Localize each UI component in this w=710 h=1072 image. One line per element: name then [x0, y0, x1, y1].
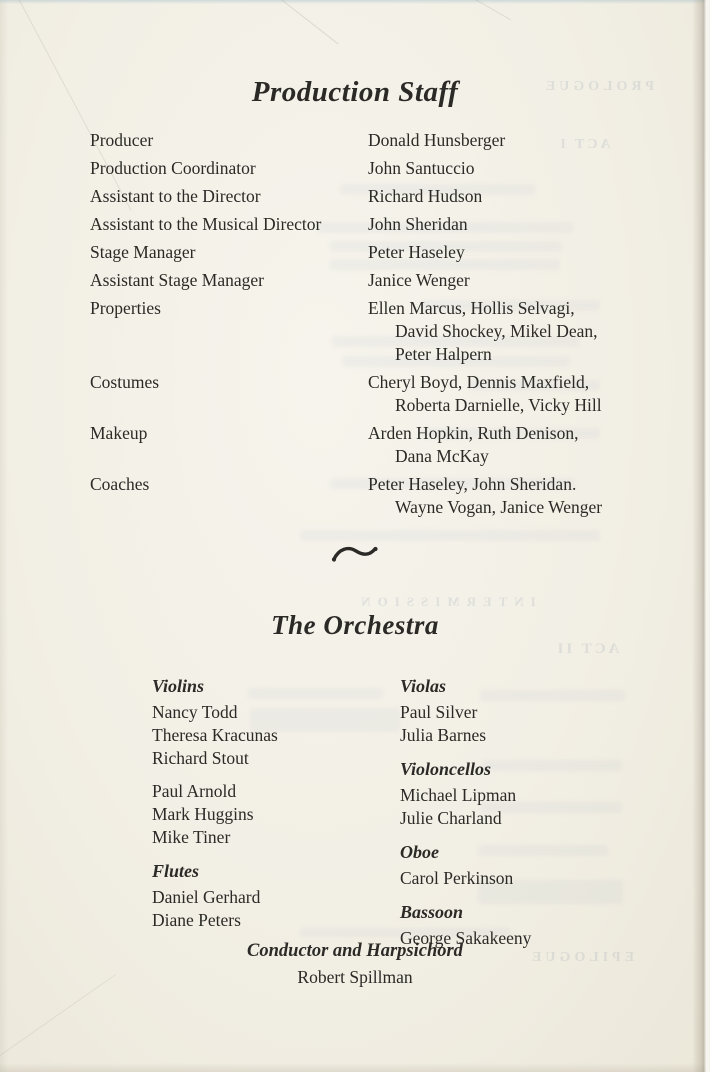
staff-role-label: Assistant Stage Manager [90, 270, 264, 290]
musician-name: Diane Peters [152, 910, 241, 930]
musician-name: Mark Huggins [152, 804, 254, 824]
musician-name: Nancy Todd [152, 702, 238, 722]
staff-row-assistant-musical-director [90, 213, 638, 236]
scan-page-edge [692, 0, 710, 1072]
staff-name-line: John Santuccio [368, 158, 475, 178]
conductor-name: Robert Spillman [297, 967, 413, 987]
orchestra-right-column [400, 674, 582, 960]
divider [0, 541, 710, 567]
section-heading: Flutes [152, 861, 200, 881]
staff-role-label: Producer [90, 130, 154, 150]
staff-names [368, 213, 638, 236]
staff-role-label: Makeup [90, 423, 148, 443]
staff-names [368, 297, 638, 366]
section-heading: Oboe [400, 842, 439, 862]
staff-name-line: Cheryl Boyd, Dennis Maxfield, [368, 372, 590, 392]
musician-name: Richard Stout [152, 748, 249, 768]
bleed-through-epilogue: EPILOGUE [528, 950, 634, 965]
staff-role-label: Stage Manager [90, 242, 196, 262]
musician-name: Paul Silver [400, 702, 478, 722]
staff-row-properties [90, 297, 638, 366]
musician-name: Theresa Kracunas [152, 725, 278, 745]
staff-role-label: Production Coordinator [90, 158, 256, 178]
staff-name-line: David Shockey, Mikel Dean, [395, 321, 598, 341]
staff-names [368, 185, 638, 208]
orchestra-group-violins [152, 674, 400, 770]
musician-name: Carol Perkinson [400, 868, 514, 888]
staff-role-label: Costumes [90, 372, 160, 392]
orchestra-title: The Orchestra [271, 610, 439, 640]
staff-name-line: Richard Hudson [368, 186, 483, 206]
staff-names [368, 422, 638, 468]
orchestra-group-violoncellos [400, 757, 582, 830]
orchestra-group-oboe [400, 840, 582, 890]
section-heading: Bassoon [400, 902, 464, 922]
staff-name-line: Peter Halpern [395, 344, 492, 364]
staff-name-line: Peter Haseley [368, 242, 465, 262]
paper-crease [471, 0, 511, 20]
staff-row-assistant-director [90, 185, 638, 208]
staff-name-line: Donald Hunsberger [368, 130, 506, 150]
staff-row-producer [90, 129, 638, 152]
musician-name: Julie Charland [400, 808, 502, 828]
bleed-smudge [300, 530, 600, 541]
orchestra-group-violas [400, 674, 582, 747]
musician-name: Julia Barnes [400, 725, 487, 745]
staff-names [368, 157, 638, 180]
conductor-role: Conductor and Harpsichord [247, 941, 463, 961]
staff-names [368, 241, 638, 264]
staff-name-line: Peter Haseley, John Sheridan. [368, 474, 577, 494]
musician-name: George Sakakeeny [400, 928, 532, 948]
staff-name-line: Wayne Vogan, Janice Wenger [395, 497, 603, 517]
musician-name: Paul Arnold [152, 781, 237, 801]
staff-names [368, 473, 638, 519]
staff-role-label: Coaches [90, 474, 150, 494]
staff-names [368, 269, 638, 292]
staff-row-stage-manager [90, 241, 638, 264]
staff-name-line: Ellen Marcus, Hollis Selvagi, [368, 298, 575, 318]
section-heading: Violas [400, 676, 447, 696]
staff-row-costumes [90, 371, 638, 417]
staff-role-label: Assistant to the Director [90, 186, 261, 206]
staff-row-production-coordinator [90, 157, 638, 180]
staff-name-line: Roberta Darnielle, Vicky Hill [395, 395, 602, 415]
staff-name-line: Arden Hopkin, Ruth Denison, [368, 423, 579, 443]
musician-name: Michael Lipman [400, 785, 517, 805]
paper-crease [267, 0, 339, 45]
conductor-credit [0, 941, 710, 988]
musician-name: Mike Tiner [152, 827, 231, 847]
orchestra-group-flutes [152, 859, 400, 932]
orchestra-group-violins-2 [152, 780, 400, 849]
staff-row-coaches [90, 473, 638, 519]
paper-crease [0, 974, 116, 1067]
bleed-through-intermission: INTERMISSION [354, 594, 536, 609]
production-staff-list [90, 129, 638, 524]
musician-name: Daniel Gerhard [152, 887, 261, 907]
staff-row-assistant-stage-manager [90, 269, 638, 292]
staff-name-line: Dana McKay [395, 446, 489, 466]
production-staff-title: Production Staff [251, 76, 459, 108]
orchestra-left-column [152, 674, 400, 960]
bleed-through-prologue: PROLOGUE [541, 79, 654, 94]
orchestra-columns [152, 674, 582, 960]
section-heading: Violins [152, 676, 205, 696]
staff-name-line: Janice Wenger [368, 270, 470, 290]
swash-divider-icon [329, 541, 381, 567]
staff-row-makeup [90, 422, 638, 468]
bleed-through-act-2: ACT II [554, 641, 620, 657]
section-heading: Violoncellos [400, 759, 492, 779]
bleed-through-act-1: ACT I [557, 137, 611, 152]
staff-role-label: Assistant to the Musical Director [90, 214, 322, 234]
staff-names [368, 371, 638, 417]
staff-role-label: Properties [90, 298, 161, 318]
staff-name-line: John Sheridan [368, 214, 468, 234]
staff-names [368, 129, 638, 152]
